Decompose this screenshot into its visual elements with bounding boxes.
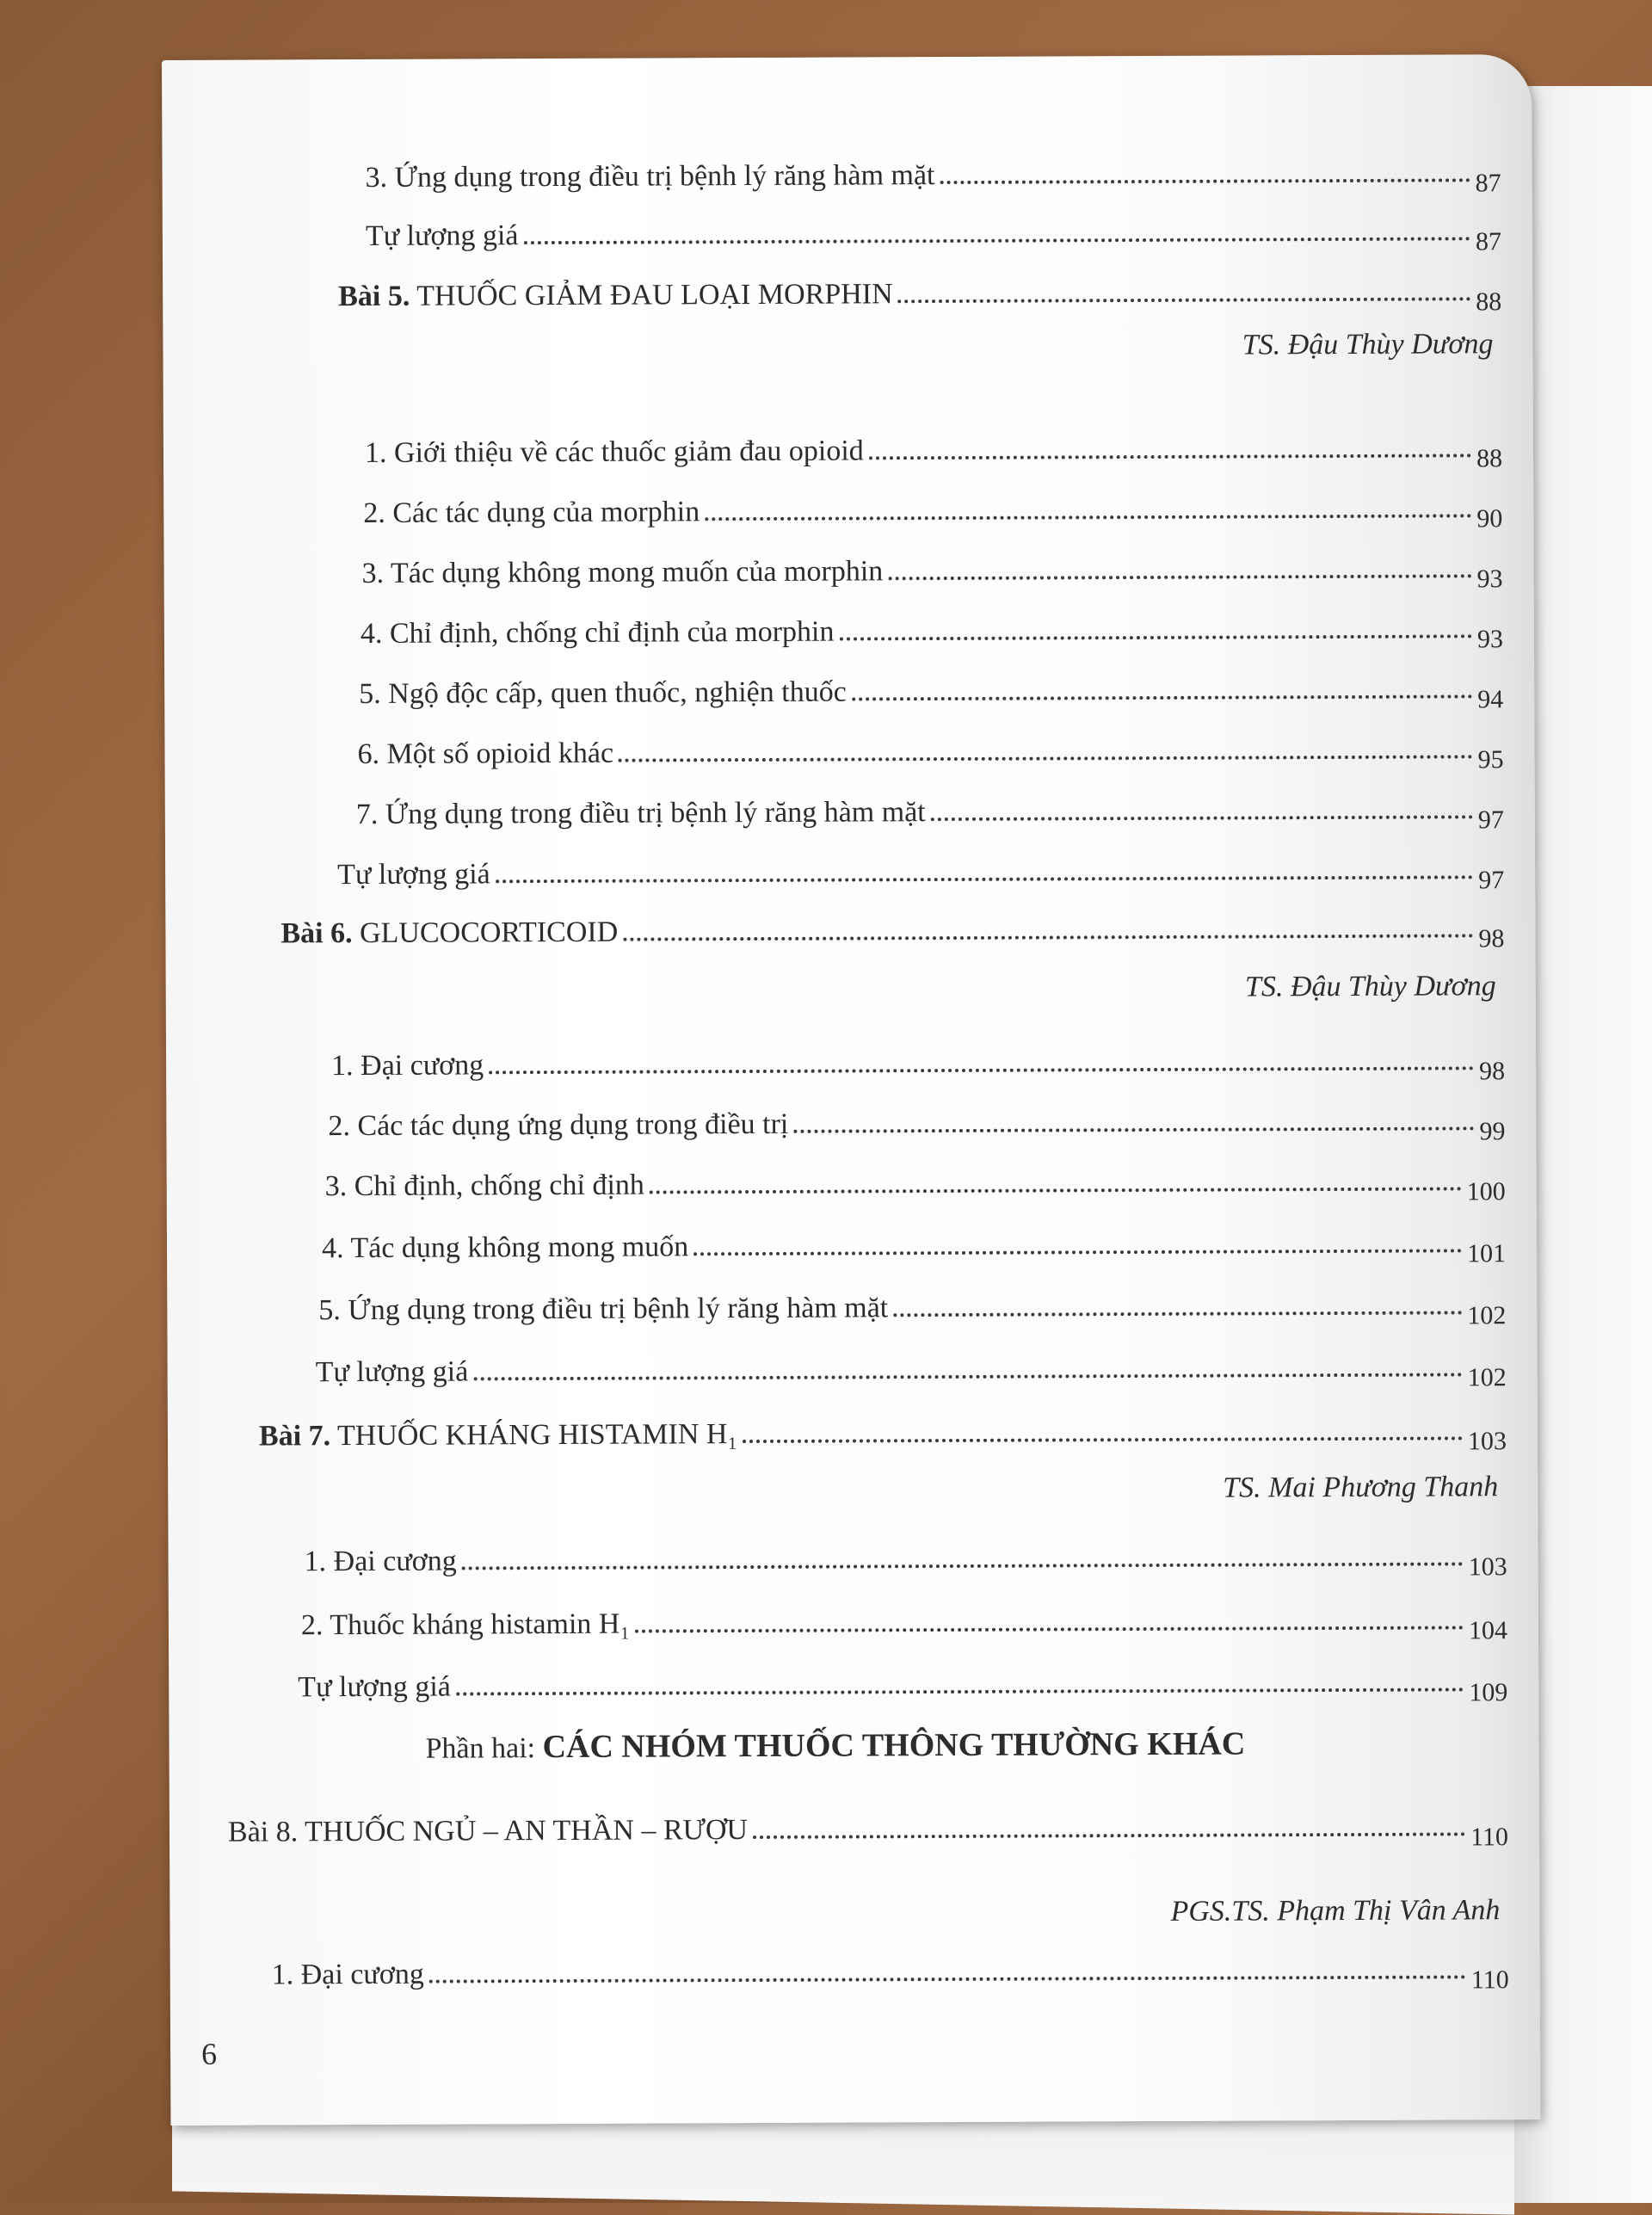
toc-entry-label: 1. Giới thiệu về các thuốc giảm đau opioid bbox=[364, 435, 864, 469]
toc-entry-page: 90 bbox=[1476, 504, 1503, 534]
lesson-number: Bài 5. bbox=[338, 280, 410, 313]
toc-entry bbox=[365, 426, 1502, 471]
toc-entry-page: 97 bbox=[1478, 866, 1505, 895]
toc-entry-page: 93 bbox=[1476, 565, 1503, 594]
dot-leader bbox=[429, 1975, 1466, 1983]
dot-leader bbox=[496, 875, 1473, 883]
toc-entry-page: 103 bbox=[1468, 1552, 1507, 1582]
dot-leader bbox=[693, 1249, 1462, 1256]
toc-entry bbox=[325, 1159, 1506, 1204]
lesson-author: TS. Đậu Thùy Dương bbox=[1244, 970, 1496, 1003]
toc-entry bbox=[271, 1947, 1509, 1995]
dot-leader bbox=[635, 1626, 1464, 1632]
dot-leader bbox=[489, 1066, 1474, 1074]
toc-entry bbox=[298, 1660, 1507, 1705]
toc-entry-label: 1. Đại cương bbox=[304, 1545, 457, 1578]
toc-entry-label: 4. Tác dụng không mong muốn bbox=[321, 1231, 689, 1265]
lesson-title: THUỐC GIẢM ĐAU LOẠI MORPHIN bbox=[410, 278, 893, 312]
dot-leader bbox=[839, 634, 1471, 640]
lesson-number: Bài 6. bbox=[280, 917, 353, 950]
toc-entry-label: 3. Chỉ định, chống chỉ định bbox=[324, 1169, 644, 1203]
lesson-title: GLUCOCORTICOID bbox=[352, 916, 619, 950]
toc-entry-page: 93 bbox=[1476, 625, 1504, 654]
toc-entry-label: 2. Thuốc kháng histamin H₁ bbox=[300, 1607, 631, 1642]
toc-entry bbox=[337, 848, 1505, 895]
dot-leader bbox=[852, 694, 1472, 700]
toc-entry-label: Bài 8. THUỐC NGỦ – AN THẦN – RƯỢU bbox=[227, 1814, 749, 1848]
toc-entry-page: 102 bbox=[1467, 1301, 1507, 1330]
toc-entry-page: 100 bbox=[1466, 1177, 1506, 1206]
lesson-author: PGS.TS. Phạm Thị Vân Anh bbox=[1170, 1894, 1501, 1928]
dot-leader bbox=[753, 1832, 1465, 1839]
toc-entry-label: 6. Một số opioid khác bbox=[357, 737, 614, 771]
dot-leader bbox=[793, 1126, 1474, 1132]
dot-leader bbox=[705, 514, 1471, 521]
book-page bbox=[162, 54, 1540, 2126]
toc-entry-label: 2. Các tác dụng ứng dụng trong điều trị bbox=[328, 1108, 789, 1143]
toc-entry bbox=[366, 209, 1501, 254]
dot-leader bbox=[893, 1311, 1462, 1317]
toc-entry-label: 3. Ứng dụng trong điều trị bệnh lý răng hàm mặt bbox=[365, 159, 935, 194]
lesson-number: Bài 7. bbox=[258, 1420, 331, 1453]
toc-entry-label: 5. Ứng dụng trong điều trị bệnh lý răng hàm mặt bbox=[318, 1292, 889, 1327]
toc-entry-label: 5. Ngộ độc cấp, quen thuốc, nghiện thuốc bbox=[359, 676, 847, 711]
toc-lesson-entry bbox=[338, 269, 1502, 317]
toc-entry bbox=[355, 787, 1504, 835]
toc-entry bbox=[331, 1039, 1506, 1086]
dot-leader bbox=[524, 237, 1470, 244]
part-heading-title: CÁC NHÓM THUỐC THÔNG THƯỜNG KHÁC bbox=[542, 1725, 1246, 1766]
toc-entry bbox=[322, 1221, 1506, 1266]
table-of-contents bbox=[162, 54, 1540, 2126]
lesson-author: TS. Mai Phương Thanh bbox=[1223, 1471, 1499, 1504]
toc-entry-page: 99 bbox=[1479, 1117, 1506, 1146]
page-number: 6 bbox=[201, 2036, 218, 2071]
toc-entry-page: 103 bbox=[1467, 1427, 1507, 1456]
toc-entry-label: 2. Các tác dụng của morphin bbox=[363, 496, 700, 529]
toc-entry-page: 104 bbox=[1468, 1616, 1508, 1645]
toc-entry-page: 110 bbox=[1470, 1823, 1509, 1852]
toc-entry-page: 95 bbox=[1477, 745, 1504, 774]
toc-entry-page: 102 bbox=[1467, 1363, 1507, 1392]
toc-entry bbox=[363, 486, 1503, 534]
dot-leader bbox=[462, 1562, 1464, 1570]
lesson-title: THUỐC KHÁNG HISTAMIN H₁ bbox=[330, 1418, 738, 1453]
toc-entry bbox=[304, 1534, 1507, 1582]
toc-entry bbox=[359, 667, 1503, 712]
toc-entry-label: Tự lượng giá bbox=[337, 858, 490, 892]
toc-lesson-entry bbox=[227, 1805, 1509, 1852]
toc-entry-page: 87 bbox=[1475, 169, 1501, 198]
toc-entry-page: 97 bbox=[1477, 805, 1504, 835]
dot-leader bbox=[869, 453, 1471, 460]
toc-entry-label: 1. Đại cương bbox=[271, 1958, 424, 1991]
dot-leader bbox=[473, 1373, 1462, 1380]
toc-entry-label: 3. Tác dụng không mong muốn của morphin bbox=[361, 555, 884, 589]
toc-entry bbox=[316, 1345, 1507, 1390]
toc-entry bbox=[328, 1099, 1505, 1144]
toc-lesson-entry bbox=[280, 906, 1504, 951]
dot-leader bbox=[931, 815, 1473, 821]
toc-entry bbox=[365, 151, 1501, 198]
toc-entry-page: 109 bbox=[1469, 1678, 1508, 1707]
dot-leader bbox=[898, 297, 1471, 303]
dot-leader bbox=[743, 1436, 1463, 1443]
toc-entry-label: 4. Chỉ định, chống chỉ định của morphin bbox=[360, 615, 835, 650]
part-heading bbox=[425, 1725, 1245, 1767]
toc-lesson-entry bbox=[258, 1409, 1507, 1456]
toc-entry-page: 87 bbox=[1475, 227, 1502, 256]
toc-entry-page: 88 bbox=[1476, 287, 1502, 317]
toc-entry-label: 1. Đại cương bbox=[331, 1049, 484, 1083]
toc-entry-label: 7. Ứng dụng trong điều trị bệnh lý răng hàm mặt bbox=[355, 796, 926, 831]
toc-entry-label: Tự lượng giá bbox=[315, 1355, 469, 1389]
toc-entry-page: 98 bbox=[1479, 1057, 1506, 1086]
toc-entry-page: 110 bbox=[1470, 1965, 1509, 1995]
part-heading-prefix: Phần hai: bbox=[425, 1732, 543, 1765]
toc-entry bbox=[301, 1598, 1507, 1643]
toc-entry-label: Tự lượng giá bbox=[365, 219, 519, 252]
toc-entry bbox=[318, 1283, 1506, 1328]
toc-entry-page: 88 bbox=[1476, 444, 1503, 473]
toc-entry bbox=[357, 727, 1503, 772]
toc-entry-page: 101 bbox=[1466, 1239, 1507, 1268]
lesson-author: TS. Đậu Thùy Dương bbox=[1242, 328, 1494, 361]
dot-leader bbox=[888, 574, 1471, 580]
toc-entry-page: 94 bbox=[1477, 685, 1504, 714]
toc-entry bbox=[361, 546, 1503, 594]
dot-leader bbox=[619, 755, 1473, 762]
toc-entry-page: 98 bbox=[1478, 924, 1505, 953]
dot-leader bbox=[940, 178, 1470, 184]
toc-entry-label: Tự lượng giá bbox=[298, 1670, 451, 1704]
dot-leader bbox=[456, 1687, 1464, 1695]
toc-entry bbox=[360, 607, 1504, 654]
dot-leader bbox=[623, 934, 1473, 941]
dot-leader bbox=[650, 1187, 1462, 1194]
